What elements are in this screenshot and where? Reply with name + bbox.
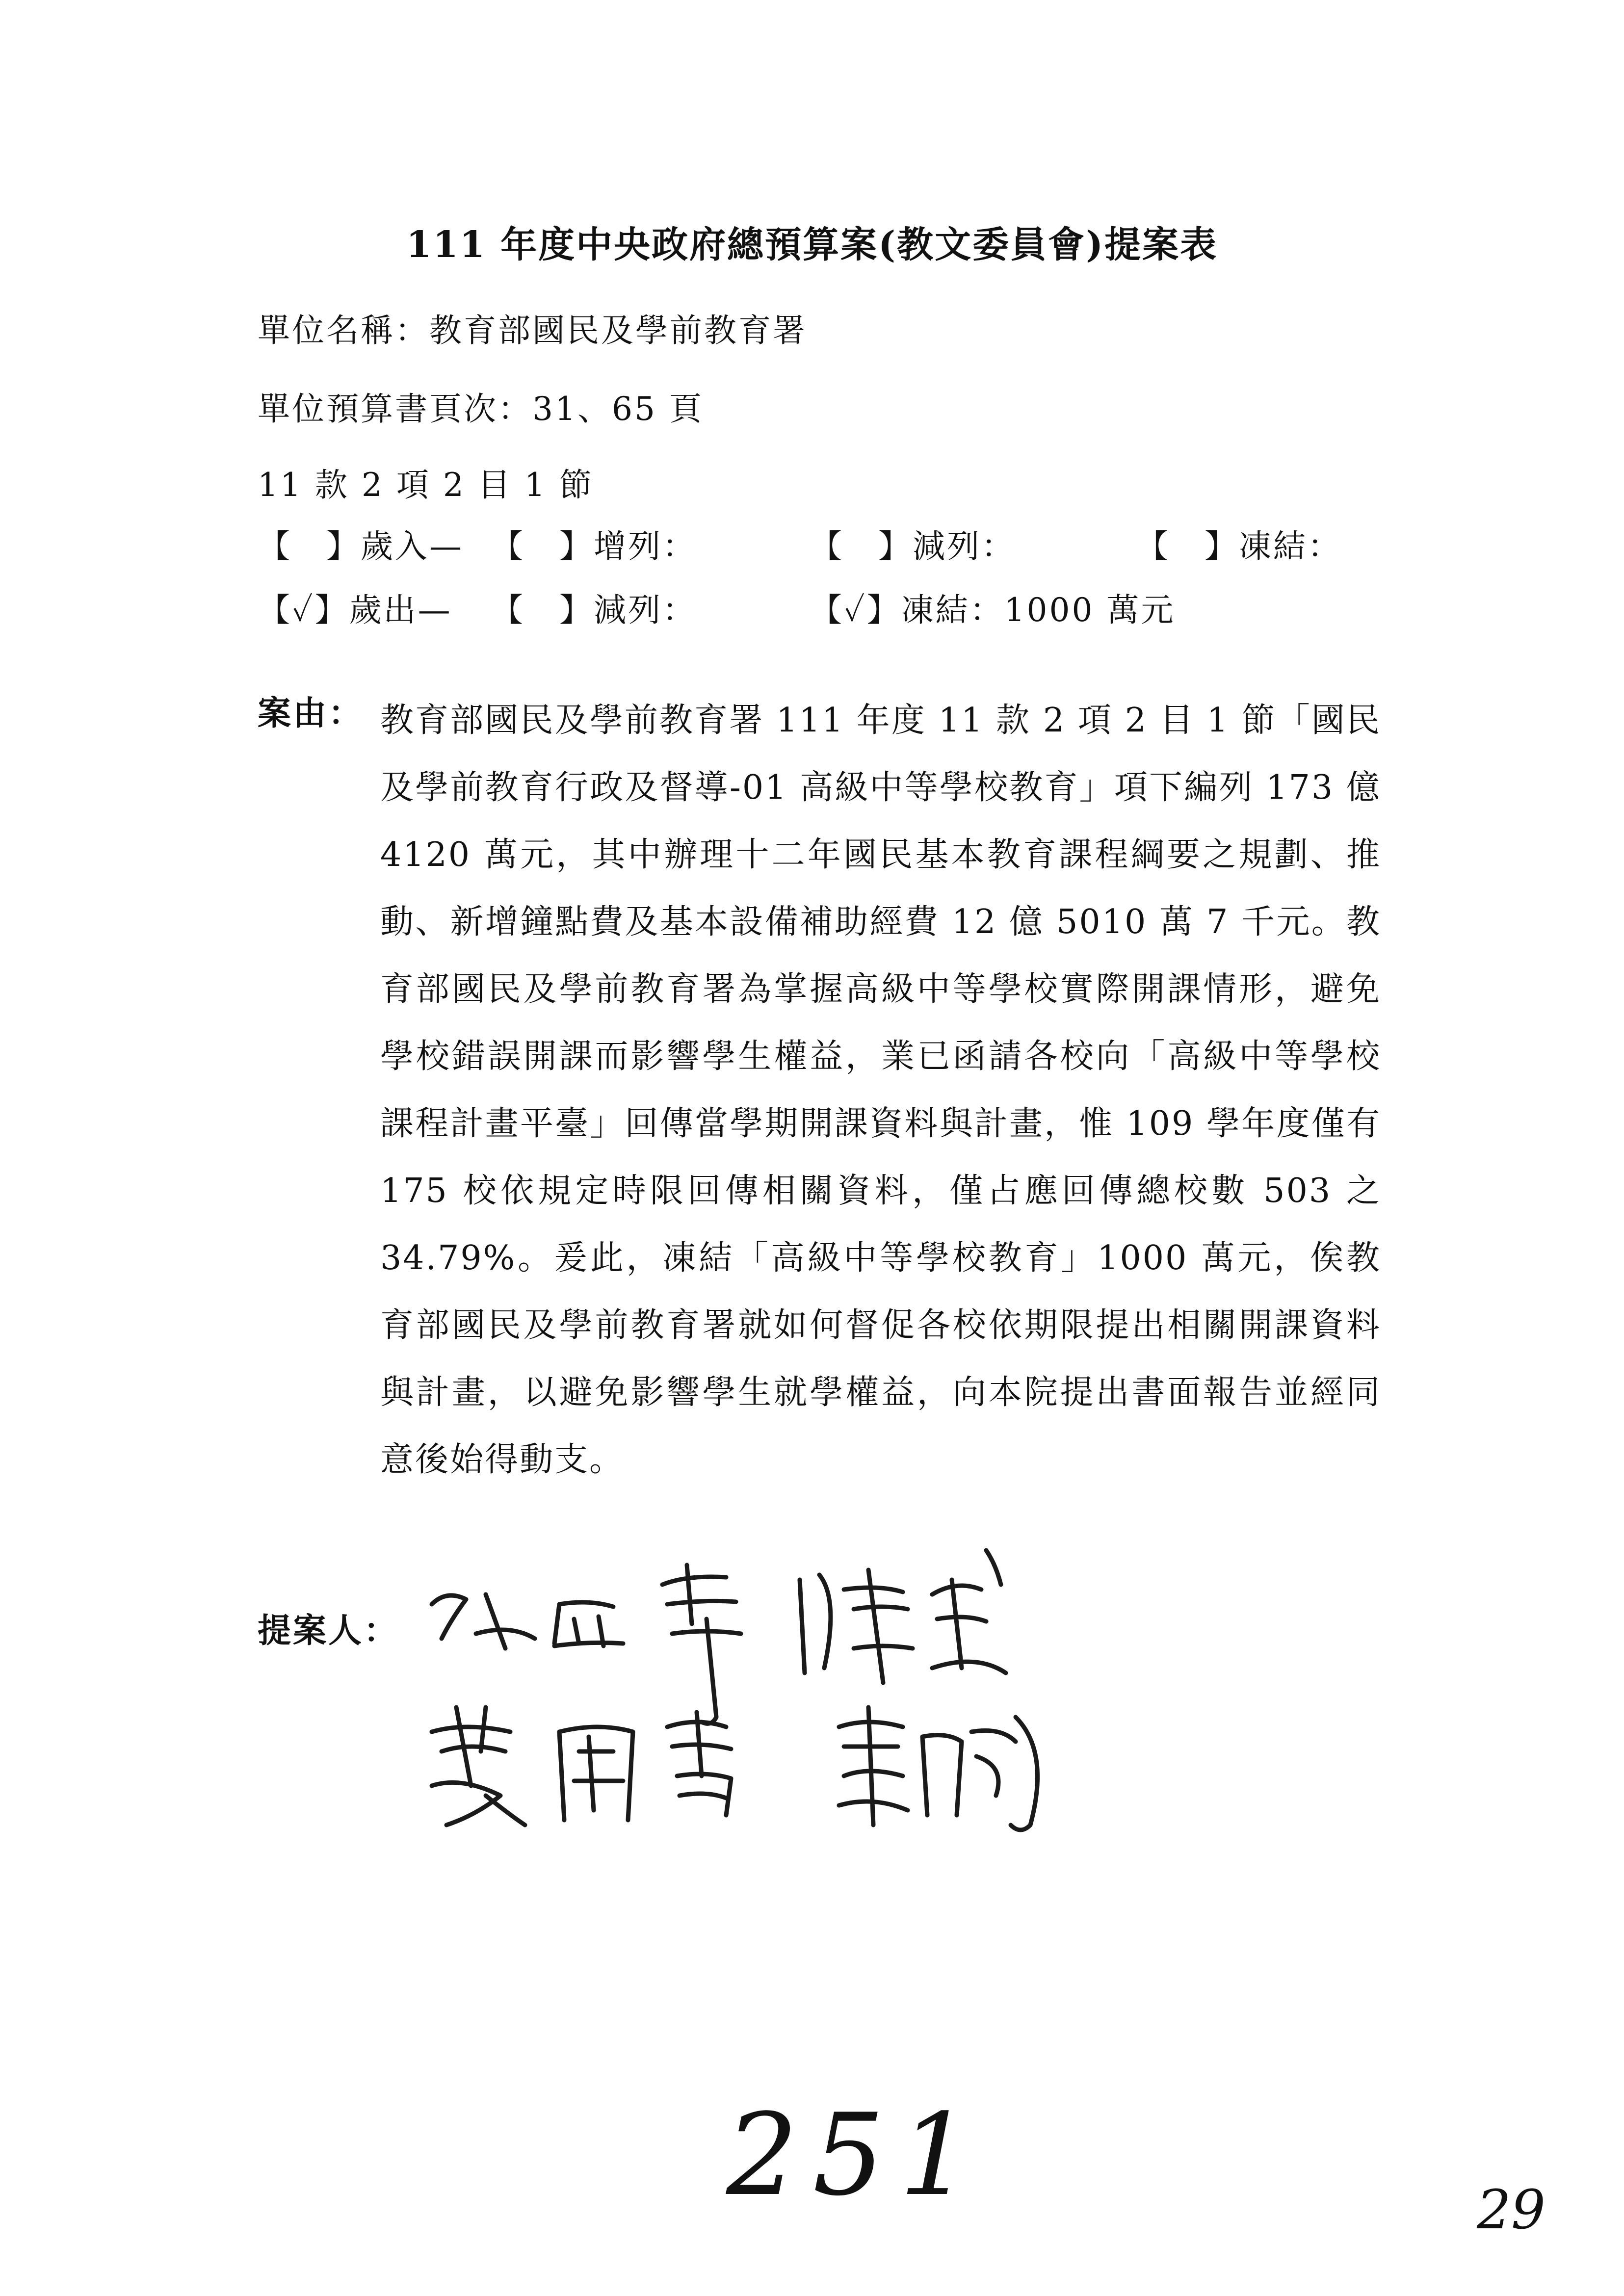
reason-text: 教育部國民及學前教育署 111 年度 11 款 2 項 2 目 1 節「國民及學前教育行政及督導-01 高級中等學校教育」項下編列 173 億 4120 萬元，其中辦理十二年國民基本教育課程綱要之規劃、推動、新增鐘點費及基本設備補助經費 12 億 5010 萬 7 千元。教育部國民及學前教育署為掌握高級中等學校實際開課情形，避免學校錯誤開課而影響學生權益，業已函請各校向「高級中等學校課程計畫平臺」回傳當學期開課資料與計畫，惟 109 學年度僅有 175 校依規定時限回傳相關資料，僅占應回傳總校數 503 之 34.79%。爰此，凍結「高級中等學校教育」1000 萬元，俟教育部國民及學前教育署就如何督促各校依期限提出相關開課資料與計畫，以避免影響學生就學權益，向本院提出書面報告並經同意後始得動支。 [380, 701, 1381, 1479]
section-code: 11 款 2 項 2 目 1 節 [258, 466, 594, 504]
expenditure-decrease-checkbox: 【 】減列： [491, 591, 697, 629]
document-title: 111 年度中央政府總預算案(教文委員會)提案表 [406, 224, 1218, 266]
handwritten-corner-number: 29 [1477, 2178, 1545, 2241]
revenue-decrease-checkbox: 【 】減列： [810, 527, 1016, 565]
expenditure-checkbox-label: 【✓】歲出— [258, 591, 452, 629]
expenditure-freeze-checkbox: 【✓】凍結：1000 萬元 [810, 591, 1176, 629]
proposer-label: 提案人： [258, 1611, 399, 1650]
unit-name: 單位名稱：教育部國民及學前教育署 [258, 312, 807, 349]
handwritten-page-number: 251 [726, 2090, 986, 2221]
budget-pages: 單位預算書頁次：31、65 頁 [258, 390, 704, 428]
reason-label: 案由： [258, 694, 364, 733]
revenue-increase-checkbox: 【 】增列： [491, 527, 697, 565]
revenue-freeze-checkbox: 【 】凍結： [1136, 527, 1342, 565]
revenue-checkbox-label: 【 】歲入— [258, 527, 464, 565]
proposer-signatures [412, 1521, 1197, 1864]
